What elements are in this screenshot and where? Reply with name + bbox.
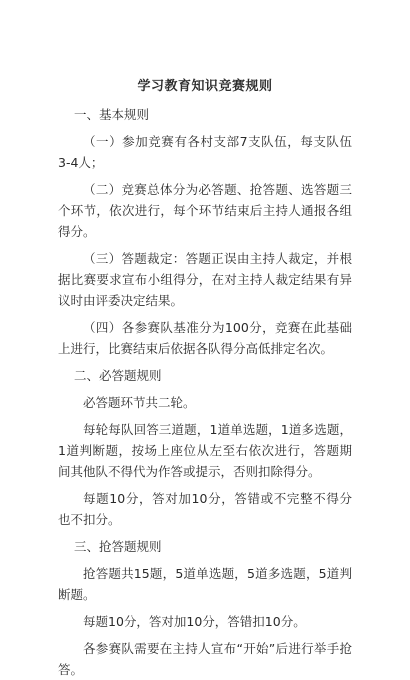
paragraph: 每题10分，答对加10分，答错或不完整不得分也不扣分。 (58, 491, 352, 527)
paragraph: （二）竞赛总体分为必答题、抢答题、选答题三个环节，依次进行，每个环节结束后主持人通报各组得分。 (58, 182, 352, 239)
paragraph: （三）答题裁定：答题正误由主持人裁定，并根据比赛要求宣布小组得分，在对主持人裁定结果有异议时由评委决定结果。 (58, 251, 352, 308)
section-heading: 三、抢答题规则 (74, 539, 162, 554)
paragraph: 每轮每队回答三道题，1道单选题，1道多选题，1道判断题，按场上座位从左至右依次进行，答题期间其他队不得代为作答或提示，否则扣除得分。 (58, 422, 352, 479)
section-heading: 一、基本规则 (74, 107, 150, 122)
paragraph: （四）各参赛队基准分为100分，竞赛在此基础上进行，比赛结束后依据各队得分高低排定名次。 (58, 320, 352, 356)
paragraph: （一）参加竞赛有各村支部7支队伍，每支队伍3-4人； (58, 134, 352, 170)
paragraph: 必答题环节共二轮。 (83, 395, 196, 410)
paragraph: 各参赛队需要在主持人宣布“开始”后进行举手抢答。 (58, 641, 352, 677)
section-heading: 二、必答题规则 (74, 368, 162, 383)
document-title: 学习教育知识竞赛规则 (137, 79, 273, 94)
paragraph: 抢答题共15题，5道单选题，5道多选题，5道判断题。 (58, 566, 352, 602)
section-buzzer-questions (58, 536, 352, 680)
paragraph: 每题10分，答对加10分，答错扣10分。 (83, 614, 306, 629)
section-basic-rules (58, 104, 352, 359)
section-required-questions (58, 365, 352, 530)
